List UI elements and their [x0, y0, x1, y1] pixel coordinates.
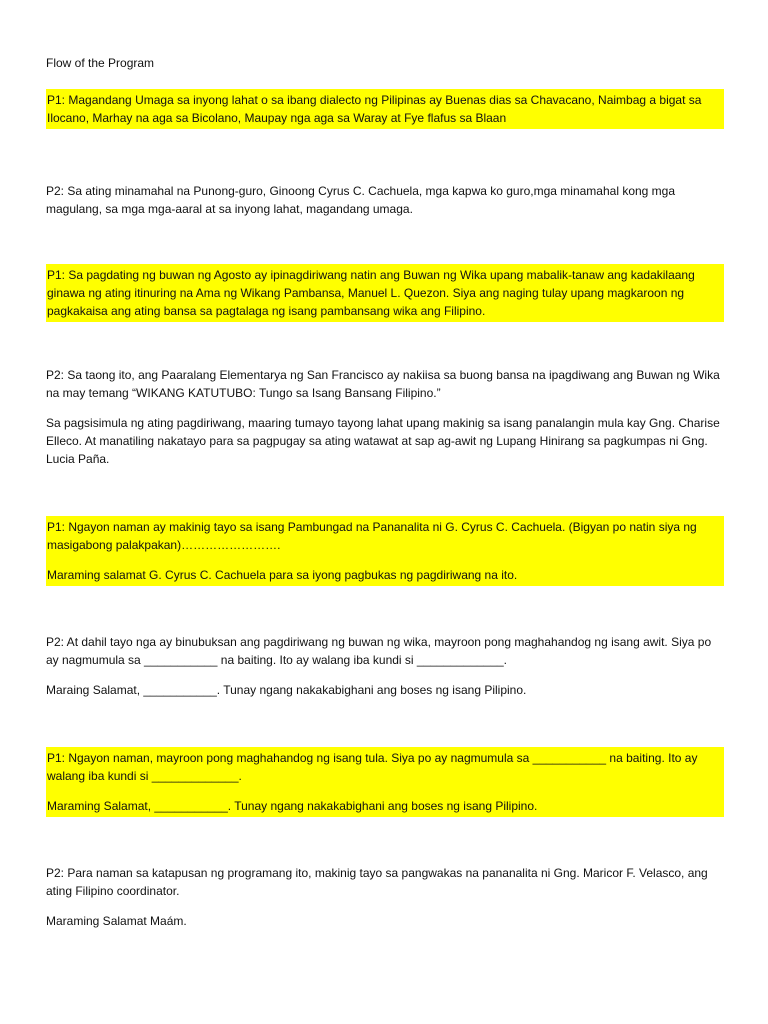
block-p1-greeting	[46, 89, 724, 129]
paragraph: Maraming salamat G. Cyrus C. Cachuela para sa iyong pagbukas ng pagdiriwang na ito.	[47, 568, 518, 582]
paragraph: P2: Para naman sa katapusan ng programang ito, makinig tayo sa pangwakas na pananalita ni Gng. Maricor F. Velasco, ang ating Filipino coordinator.	[46, 866, 708, 898]
paragraph: P1: Ngayon naman, mayroon pong maghahandog ng isang tula. Siya po ay nagmumula sa ___________ na baiting. Ito ay walang iba kundi si _____________.	[47, 751, 698, 783]
block-p1-buwan-ng-wika	[46, 264, 724, 322]
paragraph: Maraming Salamat, ___________. Tunay ngang nakakabighani ang boses ng isang Pilipino.	[47, 799, 538, 813]
block-p2-theme	[46, 366, 722, 468]
block-p2-awit	[46, 633, 722, 699]
paragraph: P2: At dahil tayo nga ay binubuksan ang pagdiriwang ng buwan ng wika, mayroon pong maghahandog ng isang awit. Siya po ay nagmumula sa ___________ na baiting. Ito ay walang iba kundi si _____________.	[46, 635, 712, 667]
block-p2-pangwakas	[46, 864, 722, 930]
paragraph: Sa pagsisimula ng ating pagdiriwang, maaring tumayo tayong lahat upang makinig sa isang panalangin mula kay Gng. Charise Elleco. At manatiling nakatayo para sa pagpugay sa ating watawat at sap ag-awit ng Lupang Hinirang sa pagkumpas ni Gng. Lucia Paña.	[46, 416, 720, 466]
title-text: Flow of the Program	[46, 56, 155, 70]
block-p2-salutation	[46, 182, 722, 218]
paragraph: P2: Sa ating minamahal na Punong-guro, Ginoong Cyrus C. Cachuela, mga kapwa ko guro,mga minamahal kong mga magulang, sa mga mga-aaral at sa inyong lahat, magandang umaga.	[46, 184, 676, 216]
paragraph: P1: Ngayon naman ay makinig tayo sa isang Pambungad na Pananalita ni G. Cyrus C. Cachuela. (Bigyan po natin siya ng masigabong palakpakan)…………………….	[47, 520, 697, 552]
paragraph: P1: Sa pagdating ng buwan ng Agosto ay ipinagdiriwang natin ang Buwan ng Wika upang mabalik-tanaw ang kadakilaang ginawa ng ating itinuring na Ama ng Wikang Pambansa, Manuel L. Quezon. Siya ang naging tulay upang magkaroon ng pagkakaisa ang ating bansa sa pagtalaga ng isang pambansang wika ang Filipino.	[47, 268, 695, 318]
document-title	[46, 54, 722, 72]
block-p1-tula	[46, 747, 724, 817]
paragraph: Maraming Salamat Maám.	[46, 914, 187, 928]
block-p1-pambungad	[46, 516, 724, 586]
paragraph: P1: Magandang Umaga sa inyong lahat o sa ibang dialecto ng Pilipinas ay Buenas dias sa Chavacano, Naimbag a bigat sa Ilocano, Marhay na aga sa Bicolano, Maupay nga aga sa Waray at Fye flafus sa Blaan	[47, 93, 702, 125]
paragraph: P2: Sa taong ito, ang Paaralang Elementarya ng San Francisco ay nakiisa sa buong bansa na ipagdiwang ang Buwan ng Wika na may temang “WIKANG KATUTUBO: Tungo sa Isang Bansang Filipino.”	[46, 368, 720, 400]
paragraph: Maraing Salamat, ___________. Tunay ngang nakakabighani ang boses ng isang Pilipino.	[46, 683, 527, 697]
